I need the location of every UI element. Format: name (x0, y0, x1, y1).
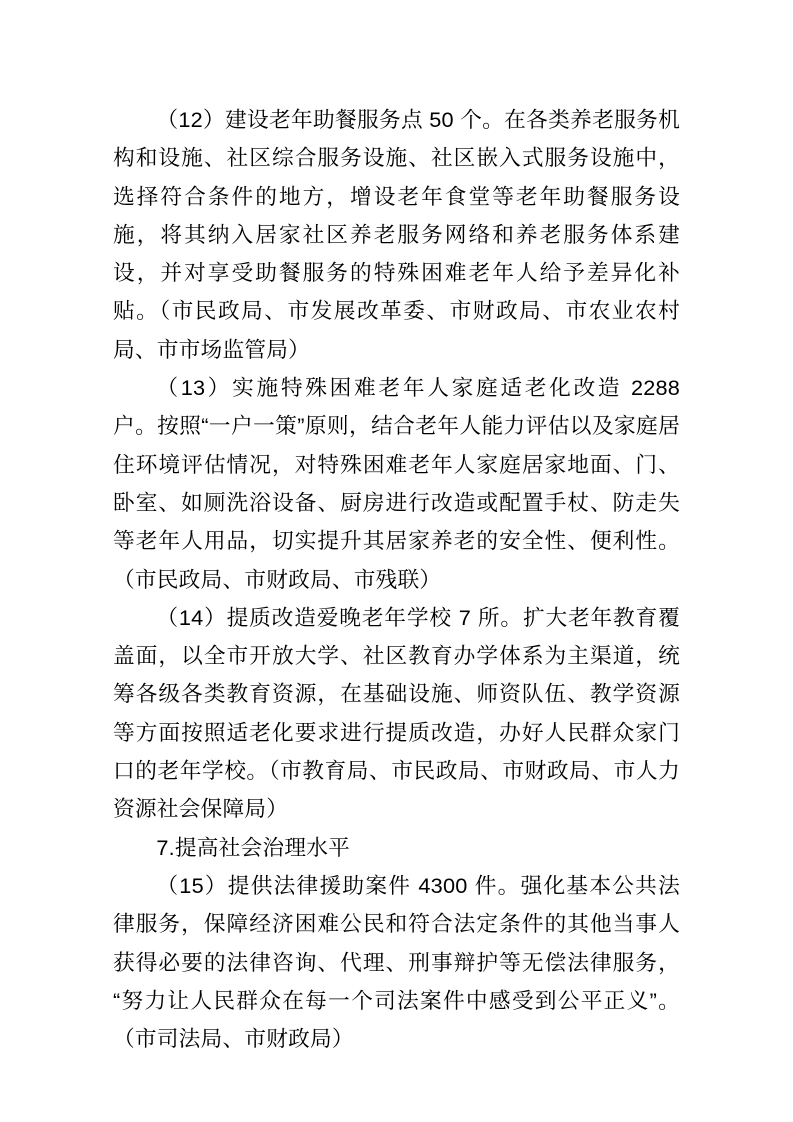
paragraph-item-14: （14）提质改造爱晚老年学校 7 所。扩大老年教育覆盖面，以全市开放大学、社区教育办学体系为主渠道，统筹各级各类教育资源，在基础设施、师资队伍、教学资源等方面按照适老化要求进行提质改造，办好人民群众家门口的老年学校。（市教育局、市民政局、市财政局、市人力资源社会保障局） (113, 604, 680, 822)
section-heading-7: 7.提高社会治理水平 (156, 834, 350, 860)
page-content (113, 101, 680, 1058)
paragraph-item-15: （15）提供法律援助案件 4300 件。强化基本公共法律服务，保障经济困难公民和符合法定条件的其他当事人获得必要的法律咨询、代理、刑事辩护等无偿法律服务，“努力让人民群众在每一个司法案件中感受到公平正义”。（市司法局、市财政局） (113, 872, 680, 1052)
paragraph-item-13: （13）实施特殊困难老年人家庭适老化改造 2288 户。按照“一户一策”原则，结合老年人能力评估以及家庭居住环境评估情况，对特殊困难老年人家庭居家地面、门、卧室、如厕洗浴设备、厨房进行改造或配置手杖、防走失等老年人用品，切实提升其居家养老的安全性、便利性。（市民政局、市财政局、市残联） (113, 375, 680, 592)
paragraph-item-12: （12）建设老年助餐服务点 50 个。在各类养老服务机构和设施、社区综合服务设施、社区嵌入式服务设施中，选择符合条件的地方，增设老年食堂等老年助餐服务设施，将其纳入居家社区养老服务网络和养老服务体系建设，并对享受助餐服务的特殊困难老年人给予差异化补贴。（市民政局、市发展改革委、市财政局、市农业农村局、市市场监管局） (113, 107, 680, 362)
